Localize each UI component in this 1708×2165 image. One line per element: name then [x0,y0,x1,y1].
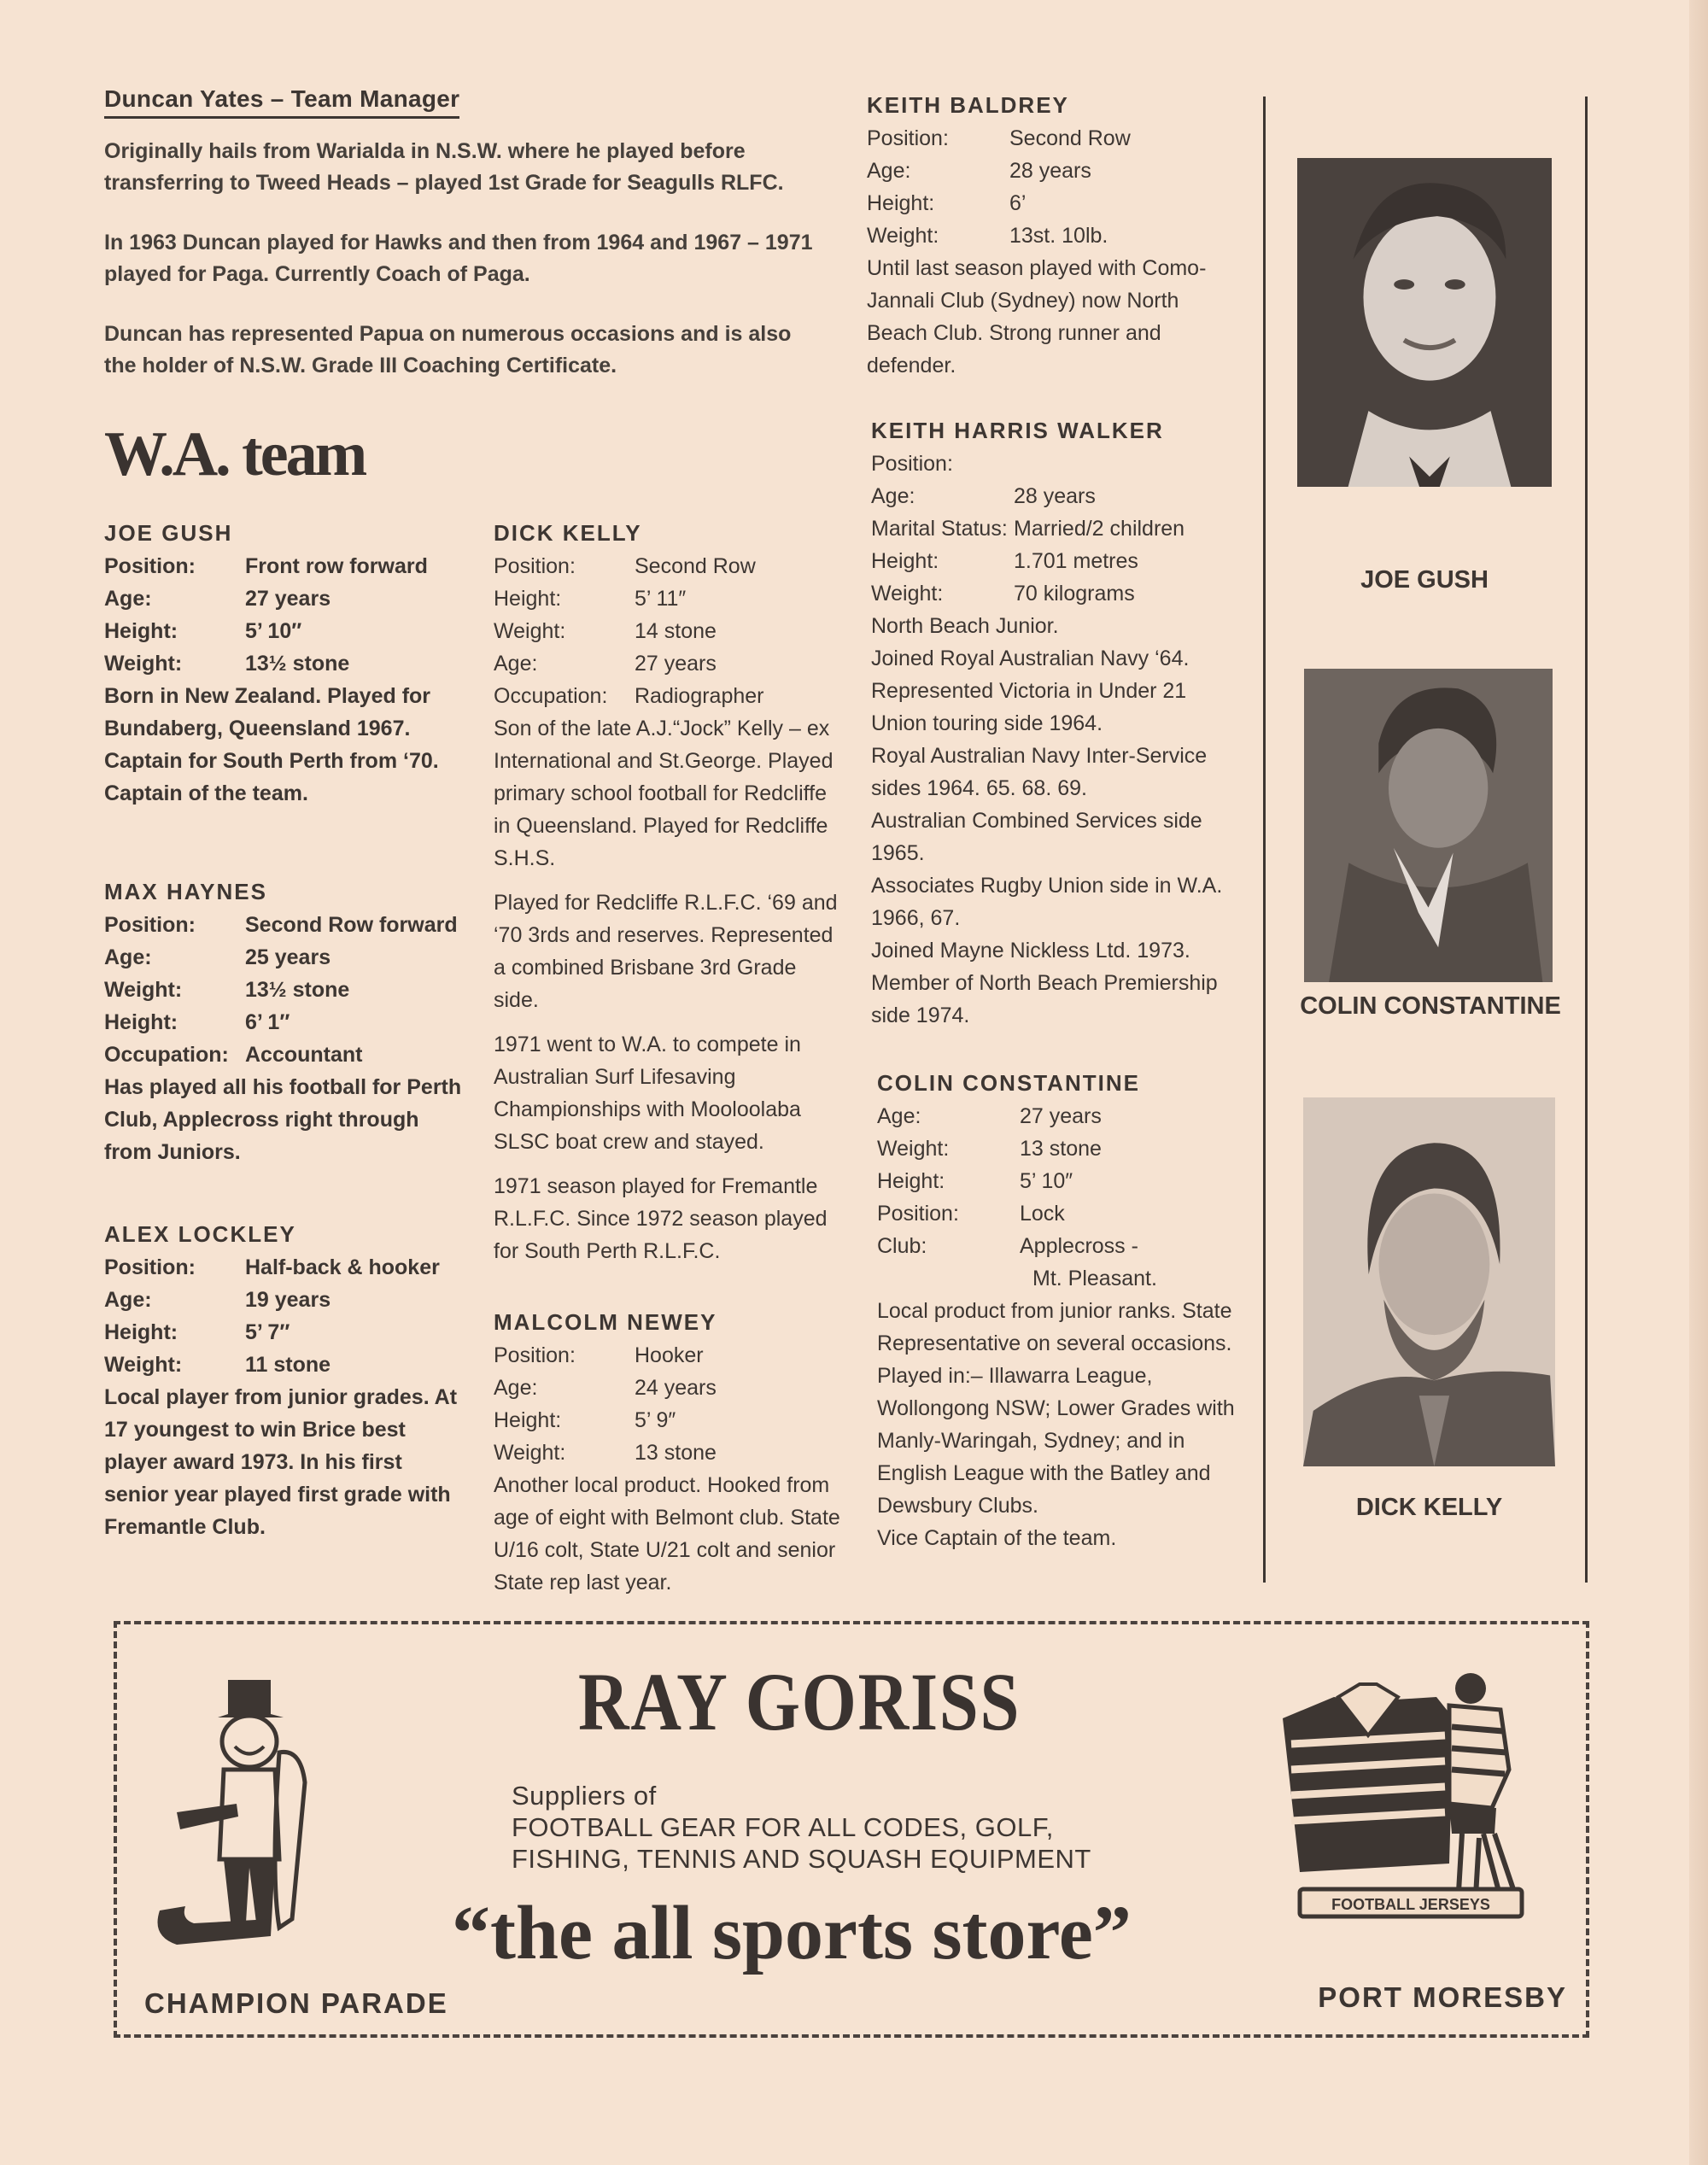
stat-label: Occupation: [104,1043,229,1067]
stat-label: Age: [867,159,911,183]
stat-label: Weight: [494,619,566,643]
stat-label: Weight: [877,1137,950,1161]
stat-row [104,1006,463,1039]
page-edge [1689,0,1708,2165]
player-bio-line: Local product from junior ranks. State Representative on several occasions. [877,1299,1232,1355]
stat-label: Position: [104,913,196,937]
stat-value: 5’ 10″ [245,619,302,643]
player-bio-malcolm-newey [494,1305,844,1599]
stat-label: Age: [871,484,915,508]
column-divider-right [1585,97,1588,1583]
stat-row [877,1197,1244,1230]
stat-row [871,512,1238,545]
stat-label: Position: [494,1343,576,1367]
stat-label: Height: [871,549,939,573]
stat-row [494,1339,844,1372]
stat-row [877,1132,1244,1165]
photo-caption: JOE GUSH [1360,566,1489,594]
stat-value: 5’ 9″ [635,1408,676,1432]
stat-value: 5’ 7″ [245,1320,290,1344]
stat-row [494,1372,844,1404]
player-bio-text: Played for Redcliffe R.L.F.C. ‘69 and ‘70 3rds and reserves. Represented a combined Brisbane 3rd Grade side. [494,891,838,1012]
ad-supplier-line: FISHING, TENNIS AND SQUASH EQUIPMENT [512,1844,1091,1874]
stat-label: Weight: [871,582,944,606]
player-bio-line: Joined Royal Australian Navy ‘64. [871,647,1190,670]
stat-value: 14 stone [635,619,717,643]
player-bio-text: Another local product. Hooked from age of eight with Belmont club. State U/16 colt, State U/21 colt and senior State rep last year. [494,1473,840,1594]
stat-value: Second Row forward [245,913,458,937]
player-bio-line: Joined Mayne Nickless Ltd. 1973. [871,939,1190,963]
stat-row [871,577,1238,610]
stat-row [104,1039,463,1071]
stat-value: 25 years [245,945,331,969]
stat-row [104,974,463,1006]
stat-value: 28 years [1009,159,1091,183]
player-name: DICK KELLY [494,520,642,546]
stat-label: Marital Status: [871,517,1008,541]
player-name: JOE GUSH [104,520,233,546]
player-bio-line: Royal Australian Navy Inter-Service sides 1964. 65. 68. 69. [871,744,1208,800]
stat-value: 13st. 10lb. [1009,224,1108,248]
stat-row [104,1316,463,1349]
stat-label: Weight: [867,224,939,248]
stat-value: 19 years [245,1288,331,1312]
ad-slogan: “the all sports store” [452,1891,1132,1975]
stat-value: 11 stone [245,1353,331,1377]
player-bio-colin-constantine [877,1066,1244,1554]
player-bio-keith-harris-walker [871,413,1238,1032]
player-bio-line: Vice Captain of the team. [877,1526,1117,1550]
manager-paragraph: In 1963 Duncan played for Hawks and then from 1964 and 1967 – 1971 played for Paga. Currently Coach of Paga. [104,231,813,286]
stat-value: 6’ 1″ [245,1010,290,1034]
stat-label: Age: [104,1288,152,1312]
stat-label: Age: [104,587,152,611]
photo-caption: COLIN CONSTANTINE [1300,992,1561,1020]
column-divider-left [1263,97,1266,1583]
stat-label: Weight: [104,652,183,676]
stat-row [104,550,463,582]
ad-supplier-line: FOOTBALL GEAR FOR ALL CODES, GOLF, [512,1812,1054,1842]
stat-row [494,1404,844,1437]
player-bio-text: Local player from junior grades. At 17 youngest to win Brice best player award 1973. In his first senior year played first grade with Fremantle Club. [104,1385,458,1539]
player-bio-line: Played in:– Illawarra League, Wollongong NSW; Lower Grades with Manly-Waringah, Sydney; and in English League with the Batley and Dewsbury Clubs. [877,1364,1235,1518]
player-bio-joe-gush [104,516,463,810]
player-bio-dick-kelly [494,516,844,1267]
player-bio-line: Australian Combined Services side 1965. [871,809,1202,865]
team-manager-section [104,85,822,410]
stat-label: Height: [494,1408,562,1432]
stat-label: Position: [871,452,953,476]
player-bio-keith-baldrey [867,88,1234,382]
stat-value: Hooker [635,1343,704,1367]
stat-value: Radiographer [635,684,764,708]
stat-label: Height: [867,191,935,215]
stat-row [877,1230,1244,1262]
stat-label: Age: [494,652,538,676]
stat-value: 13 stone [635,1441,717,1465]
stat-row [104,615,463,647]
stat-value: 27 years [245,587,331,611]
stat-row [867,219,1234,252]
stat-value: Accountant [245,1043,363,1067]
ad-location-champion-parade: CHAMPION PARADE [144,1987,448,2019]
stat-label: Height: [877,1169,945,1193]
player-name: ALEX LOCKLEY [104,1221,296,1247]
manager-paragraph: Originally hails from Warialda in N.S.W. where he played before transferring to Tweed Heads – played 1st Grade for Seagulls RLFC. [104,139,784,195]
stat-label: Position: [494,554,576,578]
stat-row [877,1165,1244,1197]
player-bio-text: 1971 went to W.A. to compete in Australian Surf Lifesaving Championships with Mooloolaba SLSC boat crew and stayed. [494,1033,801,1154]
ad-location-port-moresby: PORT MORESBY [1318,1981,1567,2013]
stat-value: Front row forward [245,554,428,578]
stat-value: 24 years [635,1376,717,1400]
player-name: COLIN CONSTANTINE [877,1070,1140,1096]
stat-label: Weight: [104,1353,183,1377]
stat-row [494,680,844,712]
stat-value: 27 years [1020,1104,1102,1128]
stat-label: Club: [877,1234,927,1258]
stat-value: 13 stone [1020,1137,1102,1161]
fisherman-illustration [143,1663,348,1970]
ad-title: RAY GORISS [578,1656,1021,1747]
stat-value: 1.701 metres [1014,549,1138,573]
stat-row [867,187,1234,219]
stat-value: 13½ stone [245,978,350,1002]
player-bio-text: 1971 season played for Fremantle R.L.F.C. Since 1972 season played for South Perth R.L.F.C. [494,1174,828,1263]
stat-row [494,615,844,647]
stat-value: Married/2 children [1014,517,1185,541]
player-bio-line: Represented Victoria in Under 21 Union touring side 1964. [871,679,1187,735]
stat-label: Age: [877,1104,921,1128]
stat-value: Lock [1020,1202,1065,1226]
stat-row [877,1100,1244,1132]
advertisement-ray-goriss [114,1621,1589,2038]
section-title: W.A. team [104,419,366,489]
stat-label: Weight: [104,978,183,1002]
stat-value: 13½ stone [245,652,350,676]
ad-supplier-text [512,1780,1091,1875]
stat-label: Age: [494,1376,538,1400]
stat-value: 6’ [1009,191,1027,215]
player-bio-line: Member of North Beach Premiership side 1974. [871,971,1218,1027]
stat-label: Age: [104,945,152,969]
stat-row [867,155,1234,187]
stat-value: 70 kilograms [1014,582,1135,606]
jersey-label: FOOTBALL JERSEYS [1331,1896,1490,1913]
manager-heading: Duncan Yates – Team Manager [104,85,459,119]
stat-row [871,448,1238,480]
stat-label: Position: [104,554,196,578]
football-jersey-illustration [1266,1659,1547,1940]
ad-supplier-line: Suppliers of [512,1781,657,1811]
photo-joe-gush [1297,158,1552,487]
stat-row [867,122,1234,155]
player-bio-text: Son of the late A.J.“Jock” Kelly – ex International and St.George. Played primary school football for Redcliffe in Queensland. Played for Redcliffe S.H.S. [494,717,834,870]
stat-row [871,480,1238,512]
stat-value: Second Row [1009,126,1131,150]
player-name: KEITH BALDREY [867,92,1069,118]
stat-row [494,1437,844,1469]
player-bio-line: Associates Rugby Union side in W.A. 1966, 67. [871,874,1223,930]
stat-row [871,545,1238,577]
stat-label: Height: [104,1010,178,1034]
stat-label: Position: [104,1255,196,1279]
stat-row [104,582,463,615]
stat-value: 28 years [1014,484,1096,508]
stat-row [104,1251,463,1284]
player-bio-line: North Beach Junior. [871,614,1059,638]
stat-label: Weight: [494,1441,566,1465]
club-continued: Mt. Pleasant. [1032,1267,1157,1290]
player-bio-text: Has played all his football for Perth Club, Applecross right through from Juniors. [104,1075,462,1164]
photo-colin-constantine [1304,669,1553,982]
player-name: KEITH HARRIS WALKER [871,418,1164,443]
stat-value: 5’ 10″ [1020,1169,1073,1193]
stat-value: 5’ 11″ [635,587,687,611]
player-bio-text: Until last season played with Como-Jannali Club (Sydney) now North Beach Club. Strong runner and defender. [867,256,1207,377]
player-bio-text: Born in New Zealand. Played for Bundaberg, Queensland 1967. Captain for South Perth from ‘70. Captain of the team. [104,684,439,805]
stat-value: Half-back & hooker [245,1255,440,1279]
stat-row [494,582,844,615]
stat-row [104,909,463,941]
stat-value: Applecross - [1020,1234,1138,1258]
stat-label: Height: [104,619,178,643]
player-bio-alex-lockley [104,1217,463,1543]
player-name: MALCOLM NEWEY [494,1309,717,1335]
player-name: MAX HAYNES [104,879,267,904]
stat-value: Second Row [635,554,756,578]
stat-label: Height: [494,587,562,611]
photo-dick-kelly [1303,1097,1555,1466]
player-bio-max-haynes [104,875,463,1168]
stat-row [104,1349,463,1381]
stat-label: Occupation: [494,684,608,708]
photo-caption: DICK KELLY [1355,1494,1503,1521]
stat-value: 27 years [635,652,717,676]
manager-paragraph: Duncan has represented Papua on numerous occasions and is also the holder of N.S.W. Grade III Coaching Certificate. [104,322,792,377]
stat-label: Height: [104,1320,178,1344]
stat-row [104,1284,463,1316]
stat-label: Position: [877,1202,959,1226]
stat-row [494,647,844,680]
stat-row [104,647,463,680]
stat-row [104,941,463,974]
stat-row [494,550,844,582]
stat-label: Position: [867,126,949,150]
